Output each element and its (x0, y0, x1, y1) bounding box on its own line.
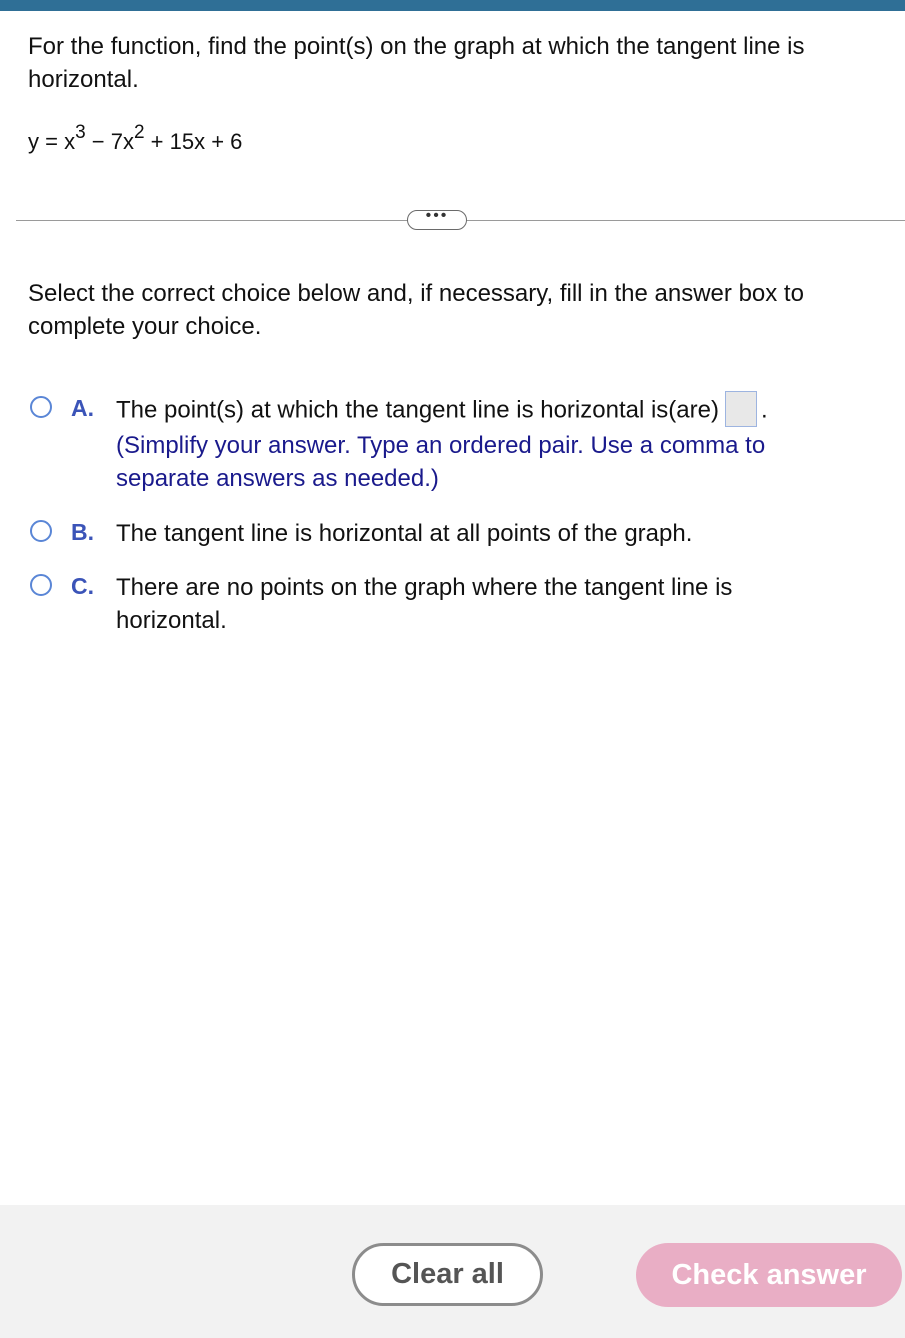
choice-a-text (116, 393, 836, 495)
top-bar (0, 0, 905, 11)
function-equation (28, 122, 242, 162)
equation-middle: − 7x (85, 129, 134, 154)
equation-exponent-2: 2 (133, 121, 145, 143)
instructions: Select the correct choice below and, if necessary, fill in the answer box to complete your choice. (28, 280, 804, 340)
choice-b-text: The tangent line is horizontal at all points of the graph. (116, 520, 693, 547)
question-prompt: For the function, find the point(s) on the graph at which the tangent line is horizontal. (28, 33, 805, 93)
answer-input-box[interactable] (725, 391, 757, 427)
choice-c-text: There are no points on the graph where the tangent line is horizontal. (116, 574, 733, 634)
clear-all-button[interactable]: Clear all (352, 1243, 543, 1306)
choice-a-statement: The point(s) at which the tangent line is horizontal is(are) (116, 396, 719, 424)
more-options-button[interactable]: ••• (407, 210, 467, 230)
choice-a-radio[interactable] (30, 396, 52, 418)
choice-c-radio[interactable] (30, 574, 52, 596)
choice-a-period: . (760, 396, 768, 424)
choice-c-letter: C. (71, 573, 94, 599)
choice-a-hint: (Simplify your answer. Type an ordered pair. Use a comma to separate answers as needed.) (116, 432, 766, 492)
choice-a-letter: A. (71, 395, 94, 421)
check-answer-button[interactable]: Check answer (636, 1243, 902, 1307)
choice-b-radio[interactable] (30, 520, 52, 542)
choice-b-letter: B. (71, 519, 94, 545)
equation-exponent-3: 3 (75, 121, 86, 143)
equation-rest: + 15x + 6 (144, 129, 243, 154)
equation-lhs: y = x (28, 129, 76, 154)
